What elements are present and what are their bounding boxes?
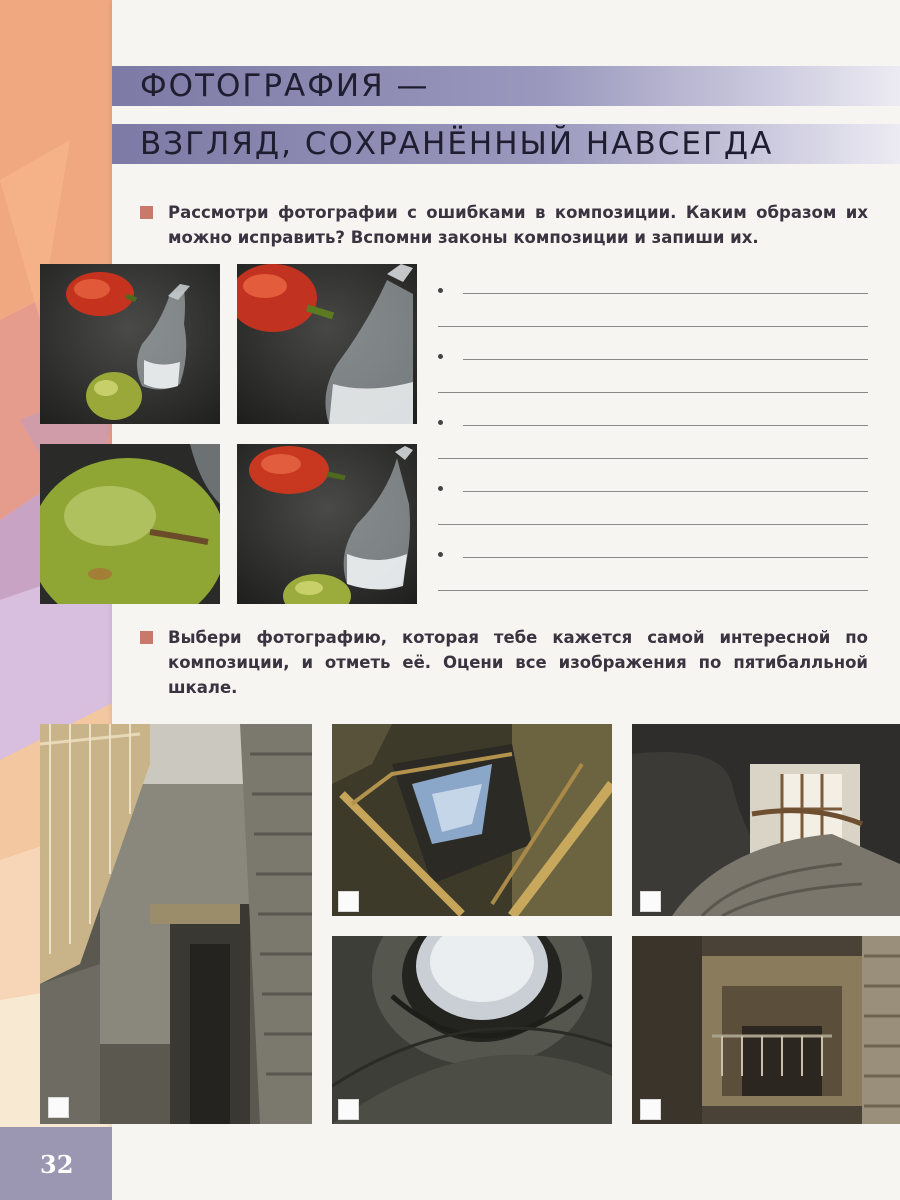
still-life-photo-4 [237,444,417,604]
answer-line-1b[interactable] [438,326,868,327]
answer-line-5a[interactable] [463,557,868,558]
task-1-text: Рассмотри фотографии с ошибками в композиции. Каким образом их можно исправить? Вспомни законы композиции и запиши их. [168,203,868,247]
page-title-line-2: ВЗГЛЯД, СОХРАНЁННЫЙ НАВСЕГДА [140,126,774,162]
staircase-photo-2 [332,724,612,916]
page-number: 32 [40,1150,74,1179]
answer-line-3a[interactable] [463,425,868,426]
answer-line-5b[interactable] [438,590,868,591]
page-title-line-1: ФОТОГРАФИЯ — [140,68,430,104]
photo-2-checkbox[interactable] [338,891,359,912]
answer-line-4a[interactable] [463,491,868,492]
bullet-2 [438,354,443,359]
photo-5-checkbox[interactable] [640,1099,661,1120]
task-2-text: Выбери фотографию, которая тебе кажется самой интересной по композиции, и отметь её. Оцени все изображения по пятибалльной шкале. [168,628,868,697]
answer-line-1a[interactable] [463,293,868,294]
staircase-photo-5 [632,936,900,1124]
task-marker-2 [140,631,153,644]
answer-line-3b[interactable] [438,458,868,459]
photo-3-checkbox[interactable] [640,891,661,912]
task-marker-1 [140,206,153,219]
still-life-photo-1 [40,264,220,424]
still-life-photo-2 [237,264,417,424]
still-life-photo-3 [40,444,220,604]
photo-1-checkbox[interactable] [48,1097,69,1118]
staircase-photo-1 [40,724,312,1124]
staircase-photo-4 [332,936,612,1124]
answer-line-2a[interactable] [463,359,868,360]
bullet-1 [438,288,443,293]
staircase-photo-3 [632,724,900,916]
photo-4-checkbox[interactable] [338,1099,359,1120]
answer-line-2b[interactable] [438,392,868,393]
bullet-5 [438,552,443,557]
bullet-4 [438,486,443,491]
answer-line-4b[interactable] [438,524,868,525]
bullet-3 [438,420,443,425]
